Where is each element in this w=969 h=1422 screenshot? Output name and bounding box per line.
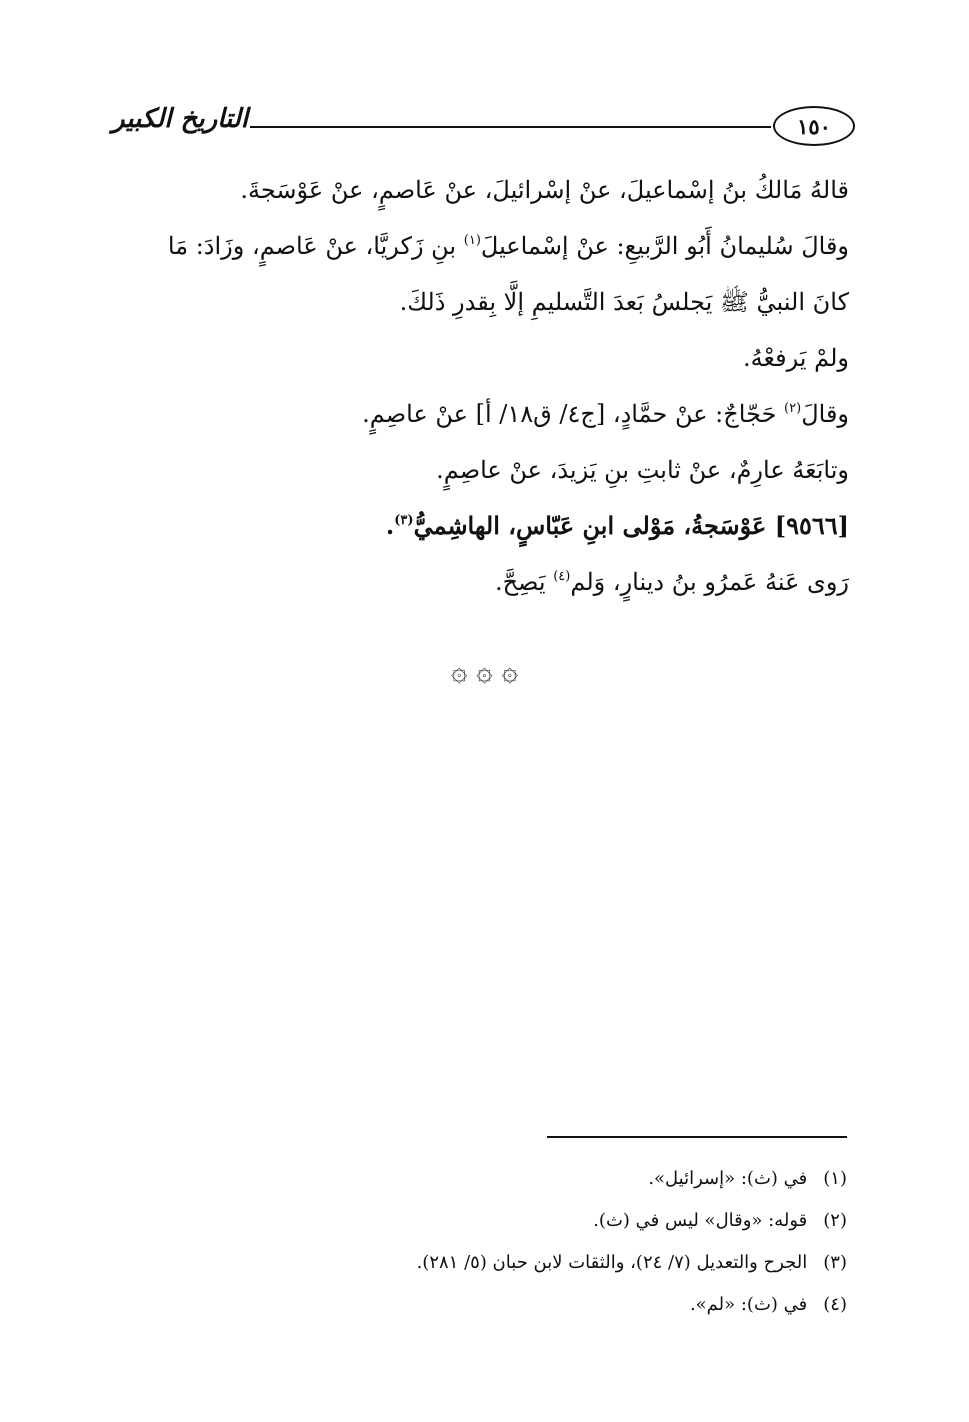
entry-heading: [٩٥٦٦] عَوْسَجةُ، مَوْلى ابنِ عَبّاسٍ، الهاشِميُّ$^{(٣)}$. [385, 511, 849, 540]
footnote-text: قوله: «وقال» ليس في (ث). [593, 1210, 808, 1231]
footnote-2 [102, 1200, 847, 1242]
footnotes [102, 1158, 847, 1326]
footnote-number: (١) [823, 1168, 847, 1189]
text-line-3: كانَ النبيُّ ﷺ يَجلسُ بَعدَ التَّسليمِ إلَّا بِقدرِ ذَلكَ. [399, 288, 849, 316]
footnote-number: (٤) [823, 1294, 847, 1315]
footnote-text: الجرح والتعديل (٧/ ٢٤)، والثقات لابن حبان (٥/ ٢٨١). [416, 1252, 808, 1273]
footnote-number: (٣) [823, 1252, 847, 1273]
footnote-rule [547, 1136, 847, 1138]
footnote-ref-1[interactable]: (١) [463, 233, 481, 248]
page-number: ١٥٠ [773, 106, 855, 146]
footnote-ref-3[interactable]: (٣) [394, 513, 414, 528]
footnote-1 [102, 1158, 847, 1200]
text-line-5: وقالَ$^{(٢)}$ حَجّاجٌ: عنْ حمَّادٍ، [ج٤/ ق١٨/ أ] عنْ عاصِمٍ. [362, 400, 849, 428]
footnote-ref-4[interactable]: (٤) [553, 569, 571, 584]
book-title: التاريخ الكبير [111, 104, 249, 134]
footnote-3 [102, 1242, 847, 1284]
text-line-6: وتابَعَهُ عارِمٌ، عنْ ثابتِ بنِ يَزيدَ، عنْ عاصِمٍ. [436, 456, 849, 484]
footnote-number: (٢) [823, 1210, 847, 1231]
header-rule [250, 126, 771, 128]
footnote-4 [102, 1284, 847, 1326]
section-ornament: ۞ ۞ ۞ [450, 654, 519, 687]
text-line-4: ولمْ يَرفعْهُ. [743, 344, 849, 372]
footnote-ref-2[interactable]: (٢) [784, 401, 802, 416]
text-line-8: رَوى عَنهُ عَمرُو بنُ دينارٍ، وَلم$^{(٤)}$ يَصِحَّ. [494, 568, 849, 596]
text-line-2: وقالَ سُليمانُ أَبُو الرَّبيعِ: عنْ إسْماعيلَ$^{(١)}$ بنِ زَكريَّا، عنْ عَاصمٍ، وزَادَ: مَا [167, 232, 849, 260]
footnote-text: في (ث): «لم». [689, 1294, 808, 1315]
text-line-1: قالهُ مَالكُ بنُ إسْماعيلَ، عنْ إسْرائيلَ، عنْ عَاصمٍ، عنْ عَوْسَجةَ. [240, 176, 849, 204]
footnote-text: في (ث): «إسرائيل». [648, 1168, 808, 1189]
main-text [104, 162, 849, 610]
page-header [110, 104, 855, 150]
